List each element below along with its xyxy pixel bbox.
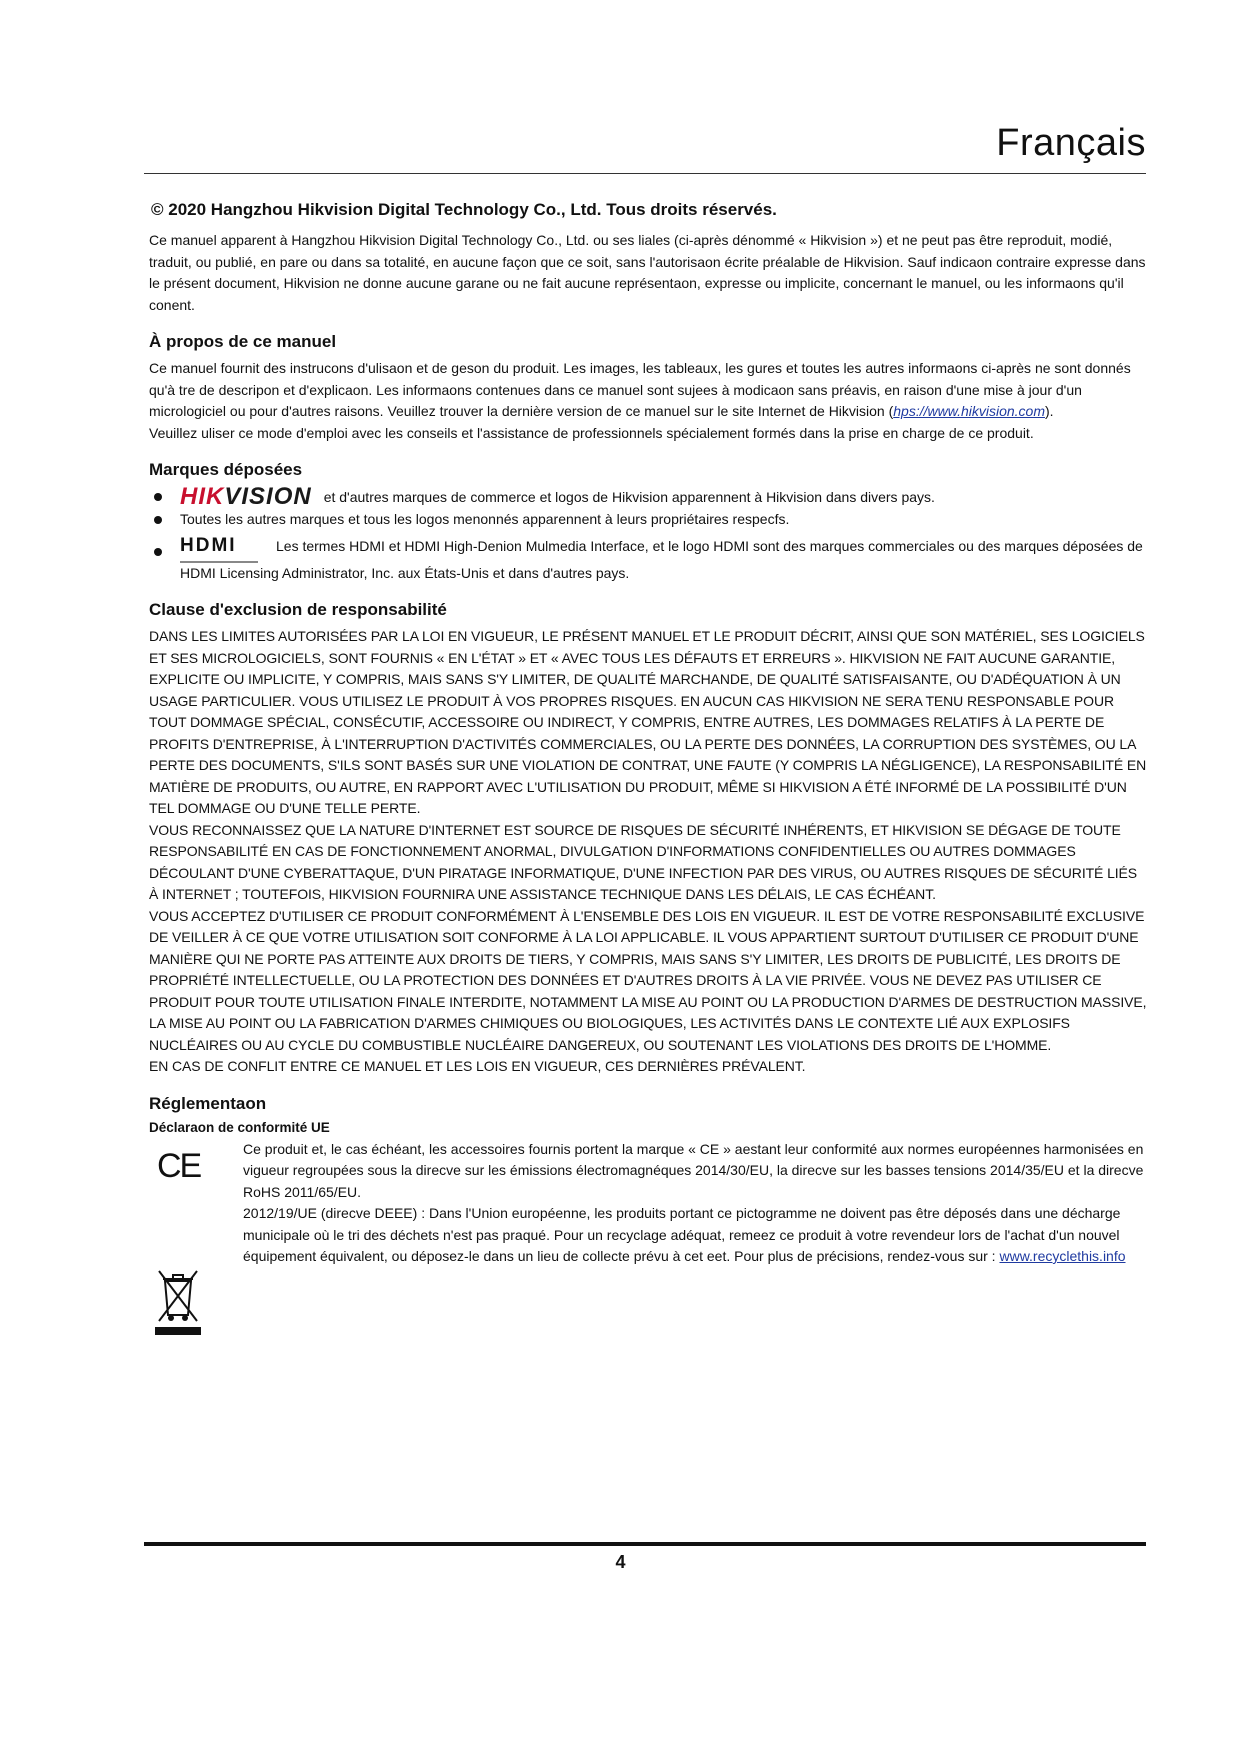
about-section [149, 332, 1147, 444]
ce-mark-icon: CE [157, 1146, 201, 1185]
recyclethis-link[interactable]: www.recyclethis.info [999, 1248, 1126, 1264]
about-body-2: Veuillez uliser ce mode d'emploi avec les conseils et l'assistance de professionnels spécialement formés dans la prise en charge de ce produit. [149, 424, 1034, 441]
hikvision-logo-hik: HIK [180, 483, 225, 510]
about-body [149, 358, 1147, 423]
trademark-item-2: Toutes les autres marques et tous les logos menonnés apparennent à leurs propriétaires respecfs. [180, 510, 790, 527]
trademark-item-1: et d'autres marques de commerce et logos de Hikvision apparennent à Hikvision dans divers pays. [323, 489, 935, 505]
disclaimer-para-1: DANS LES LIMITES AUTORISÉES PAR LA LOI EN VIGUEUR, LE PRÉSENT MANUEL ET LE PRODUIT DÉCRIT, AINSI QUE SON MATÉRIEL, SES LOGICIELS ET SES MICROLOGICIELS, SONT FOURNIS « EN L'ÉTAT » ET « AVEC TOUS LES DÉFAUTS ET ERREURS ». HIKVISION NE FAIT AUCUNE GARANTIE, EXPLICITE OU IMPLICITE, Y COMPRIS, MAIS SANS S'Y LIMITER, DE QUALITÉ MARCHANDE, DE QUALITÉ SATISFAISANTE, OU D'ADÉQUATION À UN USAGE PARTICULIER. VOUS UTILISEZ LE PRODUIT À VOS PROPRES RISQUES. EN AUCUN CAS HIKVISION NE SERA TENU RESPONSABLE POUR TOUT DOMMAGE SPÉCIAL, CONSÉCUTIF, ACCESSOIRE OU INDIRECT, Y COMPRIS, ENTRE AUTRES, LES DOMMAGES RELATIFS À LA PERTE DE PROFITS D'ENTREPRISE, À L'INTERRUPTION D'ACTIVITÉS COMMERCIALES, OU LA PERTE DES DONNÉES, LA CORRUPTION DES SYSTÈMES, OU LA PERTE DES DOCUMENTS, S'ILS SONT BASÉS SUR UNE VIOLATION DE CONTRAT, UNE FAUTE (Y COMPRIS LA NÉGLIGENCE), LA RESPONSABILITÉ EN MATIÈRE DE PRODUITS, OU AUTRE, EN RAPPORT AVEC L'UTILISATION DU PRODUIT, MÊME SI HIKVISION A ÉTÉ INFORMÉ DE LA POSSIBILITÉ D'UN TEL DOMMAGE OU D'UNE TELLE PERTE. [149, 628, 1147, 816]
list-item [149, 483, 1147, 510]
hikvision-logo [180, 483, 312, 510]
page-number: 4 [615, 1552, 626, 1572]
regulation-section [149, 1094, 1147, 1268]
copyright-title: © 2020 Hangzhou Hikvision Digital Technology Co., Ltd. Tous droits réservés. [151, 200, 777, 219]
hdmi-logo [180, 536, 262, 563]
list-item [149, 509, 1147, 531]
language-title: Français [996, 122, 1146, 164]
trademark-item-3: Les termes HDMI et HDMI High-Denion Mulmedia Interface, et le logo HDMI sont des marques commerciales ou des marques déposées de HDMI Licensing Administrator, Inc. aux États-Unis et dans d'autres pays. [180, 538, 1143, 581]
ce-text: Ce produit et, le cas échéant, les accessoires fournis portent la marque « CE » aestant leur conformité aux normes européennes harmonisées en vigueur regroupées sous la direcve sur les émissions électromagnéques 2014/30/EU, la direcve sur les basses tensions 2014/35/EU et la direcve RoHS 2011/65/EU. [243, 1140, 1144, 1200]
hdmi-logo-underline [180, 561, 258, 563]
bullet-icon [154, 493, 162, 501]
disclaimer-section [149, 600, 1147, 1078]
bullet-icon [154, 548, 162, 556]
weee-text: 2012/19/UE (direcve DEEE) : Dans l'Union européenne, les produits portant ce pictogramme ne doivent pas être déposés dans une décharge municipale où le tri des déchets n'est pas praqué. Pour un recyclage adéquat, remeez ce produit à votre revendeur lors de l'achat d'un nouvel équipement équivalent, ou déposez-le dans un lieu de collecte prévu à cet eet. Pour plus de précisions, rendez-vous sur : [243, 1205, 1121, 1264]
page-content [149, 200, 1147, 1268]
disclaimer-heading: Clause d'exclusion de responsabilité [149, 600, 447, 619]
about-body-end: ). [1044, 403, 1054, 419]
regulation-heading: Réglementaon [149, 1093, 267, 1113]
disclaimer-para-3: VOUS ACCEPTEZ D'UTILISER CE PRODUIT CONFORMÉMENT À L'ENSEMBLE DES LOIS EN VIGUEUR. IL EST DE VOTRE RESPONSABILITÉ EXCLUSIVE DE VEILLER À CE QUE VOTRE UTILISATION SOIT CONFORME À LA LOI APPLICABLE. IL VOUS APPARTIENT SURTOUT D'UTILISER CE PRODUIT D'UNE MANIÈRE QUI NE PORTE PAS ATTEINTE AUX DROITS DE TIERS, Y COMPRIS, MAIS SANS S'Y LIMITER, LES DROITS DE PUBLICITÉ, LES DROITS DE PROPRIÉTÉ INTELLECTUELLE, OU LA PROTECTION DES DONNÉES ET D'AUTRES DROITS À LA VIE PRIVÉE. VOUS NE DEVEZ PAS UTILISER CE PRODUIT POUR TOUTE UTILISATION FINALE INTERDITE, NOTAMMENT LA MISE AU POINT OU LA PRODUCTION D'ARMES DE DESTRUCTION MASSIVE, LA MISE AU POINT OU LA FABRICATION D'ARMES CHIMIQUES OU BIOLOGIQUES, LES ACTIVITÉS DANS LE CONTEXTE LIÉ AUX EXPLOSIFS NUCLÉAIRES OU AU CYCLE DU COMBUSTIBLE NUCLÉAIRE DANGEREUX, OU SOUTENANT LES VIOLATIONS DES DROITS DE L'HOMME. [149, 907, 1147, 1053]
trademarks-section [149, 460, 1147, 584]
disclaimer-para-2: VOUS RECONNAISSEZ QUE LA NATURE D'INTERNET EST SOURCE DE RISQUES DE SÉCURITÉ INHÉRENTS, ET HIKVISION SE DÉGAGE DE TOUTE RESPONSABILITÉ EN CAS DE FONCTIONNEMENT ANORMAL, DIVULGATION D'INFORMATIONS CONFIDENTIELLES OU AUTRES DOMMAGES DÉCOULANT D'UNE CYBERATTAQUE, D'UN PIRATAGE INFORMATIQUE, D'UNE INFECTION PAR DES VIRUS, OU AUTRES RISQUES DE SÉCURITÉ LIÉS À INTERNET ; TOUTEFOIS, HIKVISION FOURNIRA UNE ASSISTANCE TECHNIQUE DANS LES DÉLAIS, LE CAS ÉCHÉANT. [149, 821, 1138, 902]
about-heading: À propos de ce manuel [149, 332, 337, 351]
hikvision-website-link[interactable]: hps://www.hikvision.com [893, 403, 1045, 419]
copyright-body: Ce manuel apparent à Hangzhou Hikvision Digital Technology Co., Ltd. ou ses liales (ci-après dénommé « Hikvision ») et ne peut pas être reproduit, modié, traduit, ou publié, en pare ou dans sa totalité, en aucune façon que ce soit, sans l'autorisaon écrite préalable de Hikvision. Sauf indicaon contraire expresse dans le présent document, Hikvision ne donne aucune garane ou ne fait aucune représentaon, expresse ou implicite, concernant le manuel, ou les informaons qu'il conent. [149, 232, 1146, 313]
eu-declaration-heading: Déclaraon de conformité UE [149, 1119, 330, 1135]
hikvision-logo-vision: VISION [224, 483, 312, 510]
disclaimer-para-4: EN CAS DE CONFLIT ENTRE CE MANUEL ET LES LOIS EN VIGUEUR, CES DERNIÈRES PRÉVALENT. [149, 1058, 806, 1074]
hdmi-logo-text: HDMI [180, 535, 237, 556]
bullet-icon [154, 516, 162, 524]
trademarks-list [149, 483, 1147, 584]
weee-text-block [243, 1203, 1147, 1268]
footer-rule [144, 1542, 1146, 1546]
list-item [149, 536, 1147, 584]
header-rule [144, 173, 1146, 174]
weee-bin-icon [153, 1265, 203, 1337]
trademarks-heading: Marques déposées [149, 460, 303, 479]
regulation-row [149, 1139, 1147, 1268]
about-body-text: Ce manuel fournit des instrucons d'ulisaon et de geson du produit. Les images, les tableaux, les gures et toutes les autres informaons ci-après ne sont donnés qu'à tre de descripon et d'explicaon. Les informaons contenues dans ce manuel sont sujees à modicaon sans préavis, en raison d'une mise à jour d'un micrologiciel ou pour d'autres raisons. Veuillez trouver la dernière version de ce manuel sur le site Internet de Hikvision ( [149, 360, 1131, 419]
